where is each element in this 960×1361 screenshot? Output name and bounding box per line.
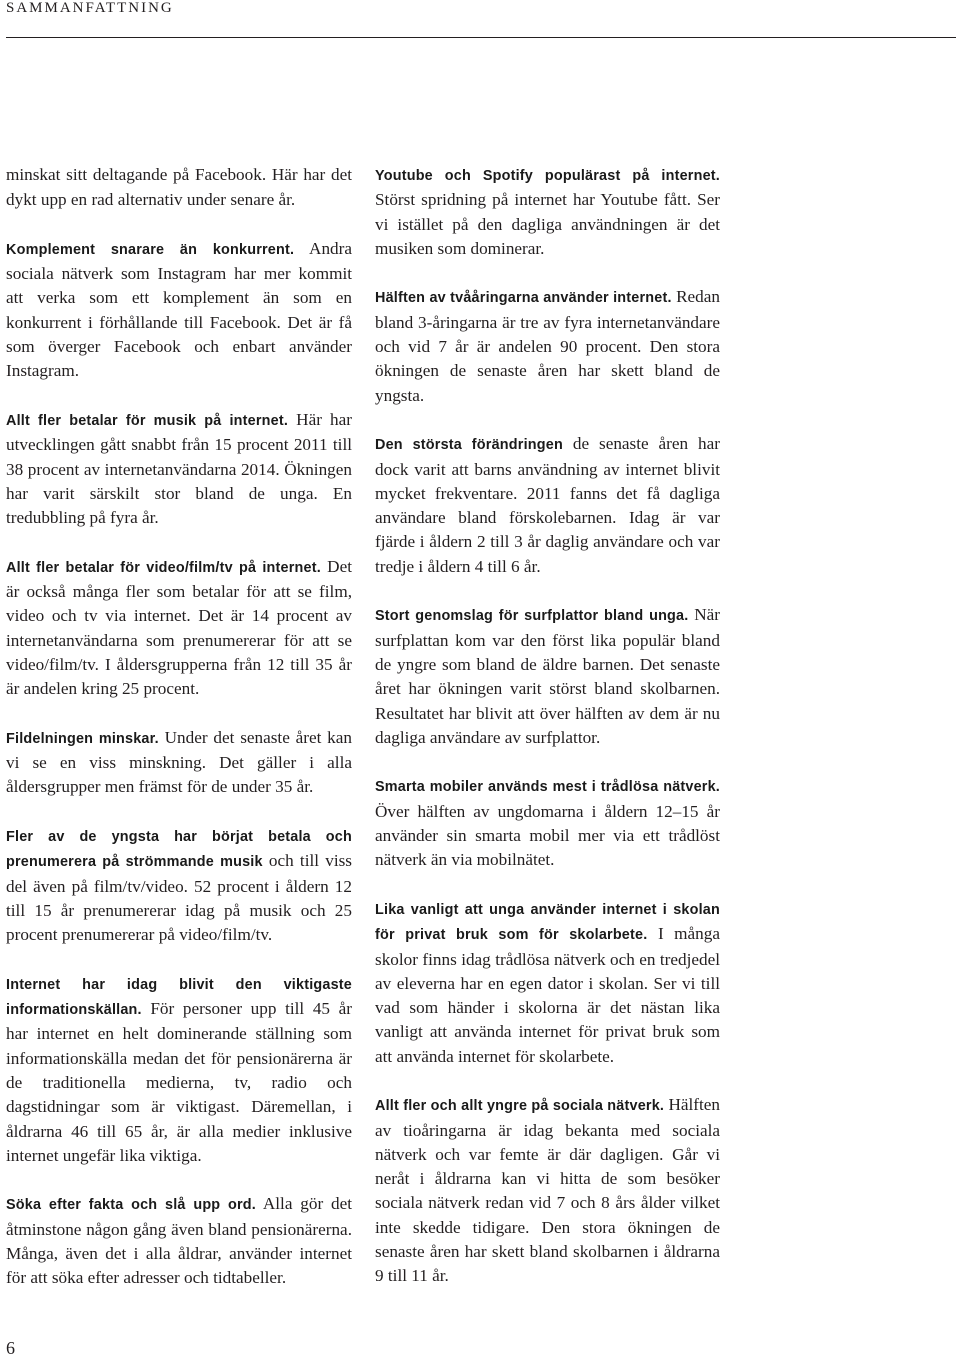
right-column (375, 160, 720, 1313)
paragraph-lead: Internet har idag blivit den viktigaste informationskällan. (6, 976, 352, 1019)
paragraph (6, 972, 352, 1168)
paragraph-body: Störst spridning på internet har Youtube fått. Ser vi istället på den dagliga användningen är det musiken som dominerar. (375, 190, 720, 258)
paragraph-lead: Komplement snarare än konkurrent. (6, 241, 295, 258)
paragraph-lead: Youtube och Spotify populärast på internet. (375, 168, 720, 184)
paragraph (6, 726, 352, 800)
paragraph-body: När surfplattan kom var den först lika populär bland de yngre som bland de äldre barnen. Det senaste året har ökningen varit störst bland skolbarnen. Resultatet har blivit att över hälften av dem är nu dagliga användare av surfplattor. (375, 605, 721, 747)
paragraph (375, 1093, 720, 1288)
paragraph (375, 163, 720, 261)
paragraph (6, 1192, 352, 1290)
paragraph-lead: Allt fler och allt yngre på sociala nätverk. (375, 1098, 665, 1115)
paragraph-body: För personer upp till 45 år har internet en helt dominerande ställning som informationskälla medan det för pensionärerna är de traditionella medierna, tv, radio och dagstidningar som är viktigast. Däremellan, i åldrarna 46 till 65 år, är alla medier inklusive internet ungefär lika viktiga. (6, 999, 352, 1165)
header-rule (6, 37, 956, 38)
paragraph-body: och till viss del även på film/tv/video. 52 procent i åldern 12 till 15 år prenumererar idag på musik och 25 procent prenumererar på video/film/tv. (6, 851, 352, 945)
paragraph (375, 774, 720, 872)
paragraph (375, 285, 720, 407)
paragraph (375, 897, 720, 1069)
paragraph-lead: Den största förändringen (375, 437, 563, 454)
paragraph-body: minskat sitt deltagande på Facebook. Här har det dykt upp en rad alternativ under senare år. (6, 165, 352, 210)
paragraph-body: Det är också många fler som betalar för att se film, video och tv via internet. Det är 14 procent av internetanvändarna som prenumererar för att se video/film/tv. I åldersgrupperna från 12 till 35 år är andelen kring 25 procent. (6, 556, 352, 699)
paragraph-body: Här har utvecklingen gått snabbt från 15 procent 2011 till 38 procent av internetanvändarna 2014. Ökningen har varit särskilt stor bland de unga. En tredubbling på fyra år. (6, 409, 352, 528)
paragraph-lead: Fildelningen minskar. (6, 730, 159, 747)
paragraph (6, 237, 352, 384)
page-number: 6 (6, 1338, 15, 1358)
running-header: SAMMANFATTNING (6, 0, 174, 16)
paragraph-body: Redan bland 3-åringarna är tre av fyra internetanvändare och vid 7 år är andelen 90 procent. Den stora ökningen de senaste åren har skett bland de yngsta. (375, 287, 720, 405)
paragraph-lead: Allt fler betalar för musik på internet. (6, 412, 289, 429)
paragraph-lead: Fler av de yngsta har börjat betala och prenumerera på strömmande musik (6, 829, 352, 871)
paragraph (6, 408, 352, 530)
paragraph (375, 432, 720, 579)
paragraph-lead: Söka efter fakta och slå upp ord. (6, 1197, 256, 1214)
paragraph (6, 555, 352, 702)
paragraph-body: Andra sociala nätverk som Instagram har mer kommit att verka som ett komplement än som en konkurrent i förhållande till Facebook. Det är få som överger Facebook och enbart använder Instagram. (6, 238, 352, 381)
paragraph (6, 163, 352, 213)
paragraph-body: Över hälften av ungdomarna i åldern 12–15 år använder sin smarta mobil mer via ett trådlöst nätverk än via mobilnätet. (375, 801, 720, 870)
paragraph-lead: Allt fler betalar för video/film/tv på internet. (6, 559, 321, 576)
paragraph (6, 824, 352, 947)
paragraph (375, 603, 720, 750)
paragraph-lead: Hälften av tvååringarna använder internet. (375, 290, 672, 307)
paragraph-lead: Lika vanligt att unga använder internet i skolan för privat bruk som för skolarbete. (375, 901, 720, 944)
left-column (6, 160, 352, 1315)
paragraph-body: Hälften av tioåringarna är idag bekanta med sociala nätverk och var femte är där dagligen. Går vi neråt i åldrarna kan vi hitta de som besöker sociala nätverk redan vid 7 och 8 års ålder vilket inte skedde tidigare. Den stora ökningen de senaste åren har skett bland skolbarnen i åldrarna 9 till 11 år. (375, 1095, 720, 1286)
paragraph-body: Under det senaste året kan vi se en viss minskning. Det gäller i alla åldersgrupper men främst för de under 35 år. (6, 727, 352, 797)
paragraph-body: I många skolor finns idag trådlösa nätverk och en tredjedel av eleverna har en egen dator i skolan. Ser vi till vad som händer i skolorna är det nästan lika vanligt att använda internet för privat bruk som att använda internet för skolarbete. (375, 924, 720, 1066)
paragraph-lead: Smarta mobiler används mest i trådlösa nätverk. (375, 779, 720, 796)
paragraph-lead: Stort genomslag för surfplattor bland unga. (375, 608, 689, 625)
paragraph-body: Alla gör det åtminstone någon gång även bland pensionärerna. Många, även det i alla åldrar, använder internet för att söka efter adresser och tidtabeller. (6, 1194, 352, 1288)
paragraph-body: de senaste åren har dock varit att barns användning av internet blivit mycket frekventare. 2011 fanns det få dagliga användare bland förskolebarnen. Idag är var fjärde i åldern 2 till 3 år daglig användare och var tredje i åldern 4 till 6 år. (375, 434, 720, 576)
